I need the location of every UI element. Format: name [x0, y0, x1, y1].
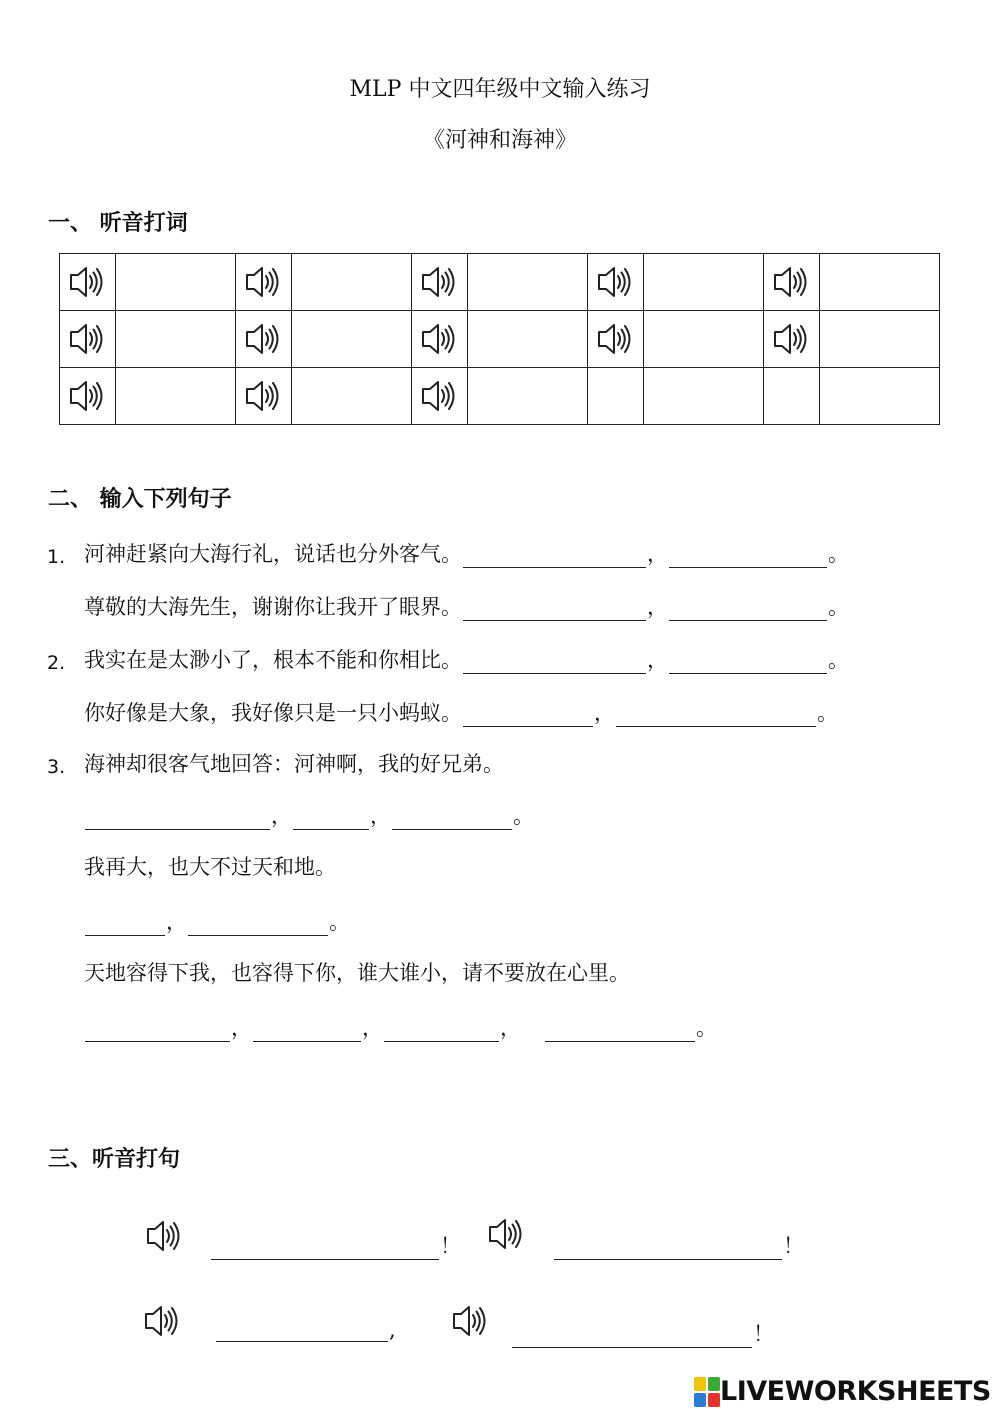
- blank-line: [84, 1012, 717, 1042]
- sentence-line: [84, 851, 336, 881]
- sentence-text: 天地容得下我，也容得下你，谁大谁小，请不要放在心里。: [84, 961, 630, 985]
- comma: ，: [647, 595, 668, 619]
- empty-cell: [644, 368, 764, 425]
- worksheet-title: MLP 中文四年级中文输入练习: [349, 77, 651, 102]
- speaker-icon[interactable]: [764, 311, 820, 368]
- exclamation: ！: [783, 1234, 804, 1258]
- answer-blank[interactable]: [253, 1021, 361, 1042]
- liveworksheets-logo: [694, 1376, 991, 1407]
- answer-cell[interactable]: [116, 311, 236, 368]
- comma: ，: [647, 648, 668, 672]
- item-number: 3.: [47, 756, 66, 778]
- answer-cell[interactable]: [116, 368, 236, 425]
- answer-cell[interactable]: [116, 254, 236, 311]
- answer-cell[interactable]: [820, 254, 940, 311]
- answer-blank[interactable]: [188, 915, 328, 936]
- answer-blank[interactable]: [85, 915, 165, 936]
- answer-cell[interactable]: [644, 254, 764, 311]
- comma: ,: [389, 1318, 396, 1342]
- table-row: [60, 311, 940, 368]
- comma: ，: [647, 542, 668, 566]
- answer-blank[interactable]: [616, 706, 816, 727]
- answer-blank[interactable]: [463, 600, 646, 621]
- exclamation: ！: [753, 1322, 774, 1346]
- empty-cell: [820, 368, 940, 425]
- period: 。: [817, 701, 838, 725]
- answer-blank[interactable]: [392, 809, 512, 830]
- answer-blank[interactable]: [85, 809, 270, 830]
- period: 。: [329, 910, 350, 934]
- comma: ，: [271, 804, 292, 828]
- sentence-line: [84, 957, 630, 987]
- word-dictation-table: [59, 253, 940, 425]
- speaker-icon[interactable]: [588, 254, 644, 311]
- speaker-icon[interactable]: [142, 1218, 188, 1254]
- sentence-blank-line: [215, 1318, 396, 1342]
- speaker-icon[interactable]: [60, 254, 116, 311]
- section2-heading: 二、 输入下列句子: [48, 486, 232, 512]
- answer-cell[interactable]: [292, 368, 412, 425]
- sentence-line: [84, 697, 838, 727]
- answer-cell[interactable]: [468, 254, 588, 311]
- speaker-icon[interactable]: [588, 311, 644, 368]
- sentence-line: [47, 538, 849, 568]
- sentence-blank-line: [210, 1230, 461, 1260]
- empty-cell: [764, 368, 820, 425]
- answer-blank[interactable]: [669, 653, 827, 674]
- speaker-icon[interactable]: [764, 254, 820, 311]
- speaker-icon[interactable]: [484, 1216, 530, 1252]
- section1-heading: 一、 听音打词: [48, 210, 188, 236]
- answer-blank[interactable]: [211, 1239, 439, 1260]
- empty-cell: [588, 368, 644, 425]
- speaker-icon[interactable]: [412, 311, 468, 368]
- sentence-line: [47, 748, 504, 778]
- answer-blank[interactable]: [384, 1021, 499, 1042]
- answer-cell[interactable]: [468, 368, 588, 425]
- speaker-icon[interactable]: [236, 368, 292, 425]
- sentence-text: 我再大，也大不过天和地。: [84, 855, 336, 879]
- sentence-text: 你好像是大象，我好像只是一只小蚂蚁。: [84, 701, 462, 725]
- sentence-line: [47, 644, 849, 674]
- period: 。: [828, 542, 849, 566]
- logo-text-live: LIVE: [720, 1376, 785, 1407]
- sentence-text: 河神赶紧向大海行礼，说话也分外客气。: [84, 542, 462, 566]
- answer-blank[interactable]: [669, 600, 827, 621]
- sentence-text: 我实在是太渺小了，根本不能和你相比。: [84, 648, 462, 672]
- liveworksheets-logo-icon: [694, 1377, 720, 1407]
- logo-text-worksheets: WORKSHEETS: [784, 1376, 991, 1407]
- answer-cell[interactable]: [468, 311, 588, 368]
- blank-line: [84, 906, 350, 936]
- item-number: 2.: [47, 652, 66, 674]
- speaker-icon[interactable]: [448, 1303, 494, 1339]
- answer-blank[interactable]: [512, 1327, 752, 1348]
- table-row: [60, 368, 940, 425]
- answer-blank[interactable]: [545, 1021, 695, 1042]
- speaker-icon[interactable]: [236, 254, 292, 311]
- comma: ，: [166, 910, 187, 934]
- sentence-line: [84, 591, 849, 621]
- worksheet-subtitle: 《河神和海神》: [422, 128, 577, 153]
- answer-cell[interactable]: [292, 254, 412, 311]
- answer-blank[interactable]: [85, 1021, 230, 1042]
- comma: ，: [362, 1016, 383, 1040]
- sentence-text: 海神却很客气地回答：河神啊，我的好兄弟。: [84, 752, 504, 776]
- answer-cell[interactable]: [292, 311, 412, 368]
- speaker-icon[interactable]: [412, 368, 468, 425]
- period: 。: [696, 1016, 717, 1040]
- sentence-blank-line: [511, 1318, 774, 1348]
- comma: ，: [231, 1016, 252, 1040]
- comma: ，: [594, 701, 615, 725]
- table-row: [60, 254, 940, 311]
- answer-blank[interactable]: [463, 547, 646, 568]
- speaker-icon[interactable]: [140, 1303, 186, 1339]
- answer-cell[interactable]: [644, 311, 764, 368]
- section3-heading: 三、听音打句: [48, 1146, 181, 1172]
- answer-blank[interactable]: [554, 1239, 782, 1260]
- period: 。: [828, 595, 849, 619]
- comma: ，: [370, 804, 391, 828]
- period: 。: [828, 648, 849, 672]
- answer-blank[interactable]: [216, 1321, 388, 1342]
- speaker-icon[interactable]: [60, 311, 116, 368]
- exclamation: ！: [440, 1234, 461, 1258]
- answer-blank[interactable]: [669, 547, 827, 568]
- speaker-icon[interactable]: [236, 311, 292, 368]
- period: 。: [513, 804, 534, 828]
- item-number: 1.: [47, 546, 66, 568]
- speaker-icon[interactable]: [412, 254, 468, 311]
- blank-line: [84, 800, 534, 830]
- answer-cell[interactable]: [820, 311, 940, 368]
- sentence-blank-line: [553, 1230, 804, 1260]
- answer-blank[interactable]: [463, 706, 593, 727]
- speaker-icon[interactable]: [60, 368, 116, 425]
- answer-blank[interactable]: [293, 809, 369, 830]
- comma: ，: [500, 1016, 521, 1040]
- sentence-text: 尊敬的大海先生，谢谢你让我开了眼界。: [84, 595, 462, 619]
- answer-blank[interactable]: [463, 653, 646, 674]
